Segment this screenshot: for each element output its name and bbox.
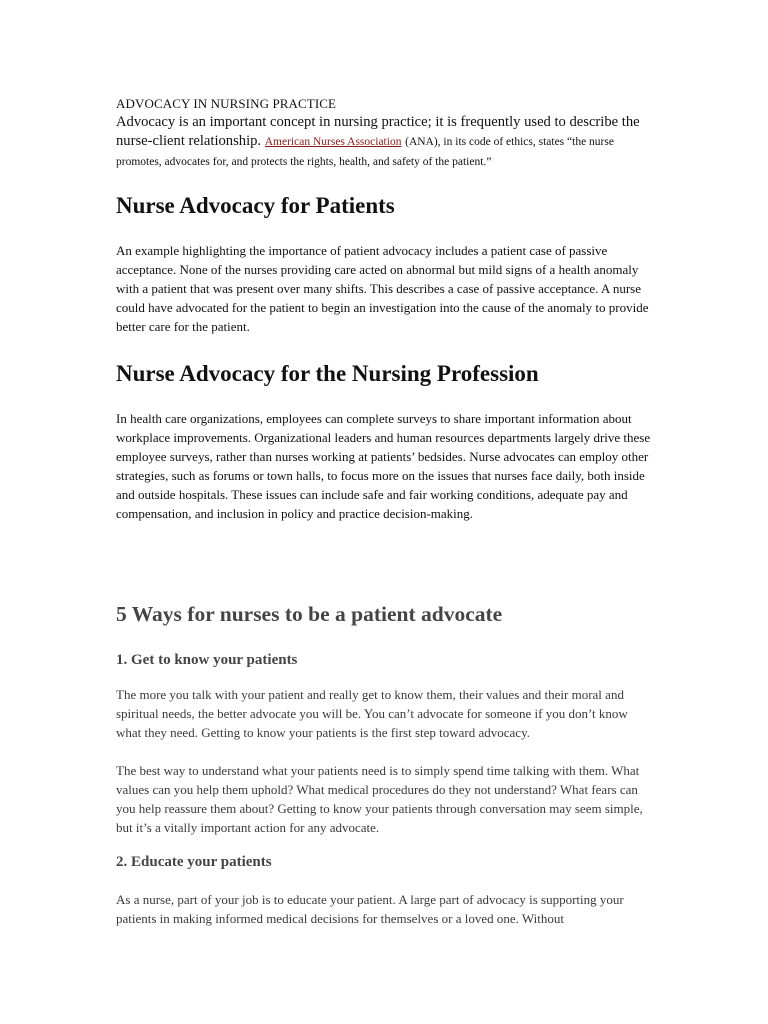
intro-text-2: (ANA), in its code of ethics, states “the nurse promotes, advocates for, and protects the rights, health, and safety of the patient.” xyxy=(116,136,614,168)
heading-profession-advocacy: Nurse Advocacy for the Nursing Profession xyxy=(116,361,539,386)
profession-advocacy-paragraph: In health care organizations, employees can complete surveys to share important information about workplace improvements. Organizational leaders and human resources departments largely drive these employee surveys, rather than nurses working at patients’ bedsides. Nurse advocates can employ other strategies, such as forums or town halls, to focus more on the issues that nurses face daily, both inside and outside hospitals. These issues can include safe and fair working conditions, adequate pay and compensation, and inclusion in policy and practice decision-making. xyxy=(116,411,651,521)
heading-five-ways: 5 Ways for nurses to be a patient advocate xyxy=(116,602,503,626)
document-title: ADVOCACY IN NURSING PRACTICE xyxy=(116,96,337,111)
heading-patient-advocacy: Nurse Advocacy for Patients xyxy=(116,193,395,218)
heading-step-1: 1. Get to know your patients xyxy=(116,652,298,668)
ana-link[interactable]: American Nurses Association xyxy=(264,136,402,148)
intro-text-1: Advocacy is an important concept in nursing practice; it is frequently used to describe the nurse-client relationship. xyxy=(116,114,640,149)
step-1-paragraph-1: The more you talk with your patient and really get to know them, their values and their moral and spiritual needs, the better advocate you will be. You can’t advocate for someone if you don’t know what they need. Getting to know your patients is the first step toward advocacy. xyxy=(116,687,628,740)
step-2-paragraph-1: As a nurse, part of your job is to educate your patient. A large part of advocacy is supporting your patients in making informed medical decisions for themselves or a loved one. Without xyxy=(116,892,624,926)
patient-advocacy-paragraph: An example highlighting the importance of patient advocacy includes a patient case of passive acceptance. None of the nurses providing care acted on abnormal but mild signs of a health anomaly with a patient that was present over many shifts. This describes a case of passive acceptance. A nurse could have advocated for the patient to begin an investigation into the cause of the anomaly to provide better care for the patient. xyxy=(116,243,649,334)
heading-step-2: 2. Educate your patients xyxy=(116,854,272,870)
intro-paragraph xyxy=(116,113,656,172)
step-1-paragraph-2: The best way to understand what your patients need is to simply spend time talking with them. What values can you help them uphold? What medical procedures do they not understand? What fears can you help reassure them about? Getting to know your patients through conversation may seem simple, but it’s a vitally important action for any advocate. xyxy=(116,763,643,835)
